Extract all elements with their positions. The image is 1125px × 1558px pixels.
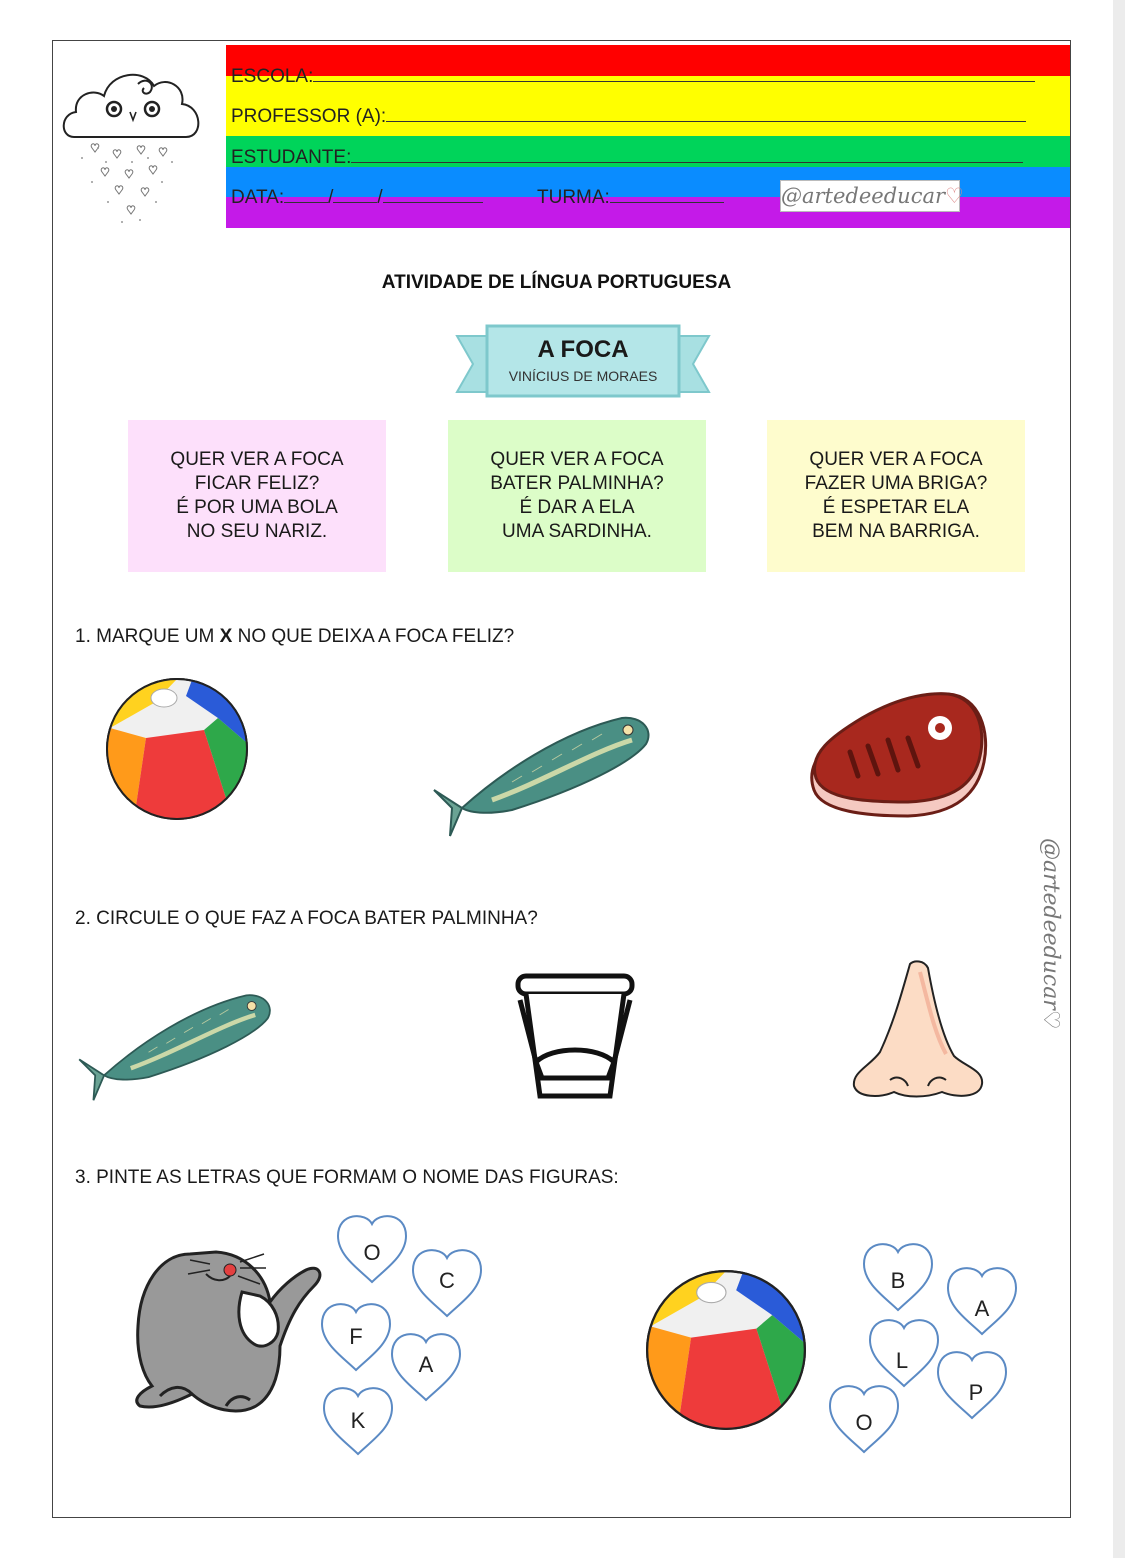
escola-label: ESCOLA:: [231, 66, 314, 87]
heart-letter-text: L: [895, 1348, 909, 1373]
question-3: 3. PINTE AS LETRAS QUE FORMAM O NOME DAS FIGURAS:: [75, 1167, 619, 1188]
verse-line: UMA SARDINHA.: [502, 521, 652, 542]
verse-line: É ESPETAR ELA: [822, 497, 970, 518]
watermark-text: @artedeeducar: [781, 184, 946, 208]
verse-line: NO SEU NARIZ.: [186, 521, 328, 542]
turma-line: [610, 185, 724, 203]
estudante-field[interactable]: [231, 145, 1023, 169]
verse-line: É DAR A ELA: [519, 497, 635, 518]
letter-hearts-right: [826, 1246, 1022, 1466]
heart-letter-text: K: [350, 1408, 366, 1433]
data-label: DATA:: [231, 187, 285, 208]
verse-line: QUER VER A FOCA: [490, 449, 664, 470]
watermark-box: [780, 180, 964, 212]
verse-line: FICAR FELIZ?: [194, 473, 320, 494]
escola-field[interactable]: [231, 64, 1035, 88]
turma-label: TURMA:: [537, 187, 610, 208]
date-slash: /: [328, 187, 334, 208]
cloud-logo-icon: [62, 62, 207, 227]
sardine-fish-icon[interactable]: [432, 712, 656, 838]
heart-letter-text: C: [439, 1268, 455, 1293]
heart-letter-k[interactable]: [324, 1388, 392, 1454]
beach-ball-icon: [646, 1270, 806, 1430]
side-watermark: [1023, 838, 1063, 1030]
heart-letter-a[interactable]: [392, 1334, 460, 1400]
beach-ball-icon[interactable]: [106, 678, 248, 820]
activity-title: ATIVIDADE DE LÍNGUA PORTUGUESA: [381, 272, 732, 293]
data-field[interactable]: [231, 185, 483, 209]
estudante-line: [351, 145, 1023, 163]
nose-icon[interactable]: [850, 962, 986, 1102]
professor-field[interactable]: [231, 104, 1026, 128]
verse-box-1: [128, 420, 386, 572]
verse-line: BEM NA BARRIGA.: [812, 521, 980, 542]
date-slash: /: [377, 187, 383, 208]
verse-line: QUER VER A FOCA: [170, 449, 344, 470]
day-line: [284, 185, 328, 203]
verse-line: QUER VER A FOCA: [809, 449, 983, 470]
steak-icon[interactable]: [808, 692, 988, 818]
letter-hearts-left: [320, 1210, 490, 1460]
bucket-icon[interactable]: [512, 970, 638, 1102]
verse-box-3: [767, 420, 1025, 572]
heart-letter-o[interactable]: [338, 1216, 406, 1282]
heart-letter-text: P: [968, 1380, 984, 1405]
verse-box-2: [448, 420, 706, 572]
heart-letter-text: B: [890, 1268, 906, 1293]
heart-letter-c[interactable]: [413, 1250, 481, 1316]
heart-letter-f[interactable]: [322, 1304, 390, 1370]
professor-label: PROFESSOR (A):: [231, 106, 387, 127]
heart-icon: ♡: [1038, 1009, 1063, 1030]
heart-letter-text: O: [855, 1410, 873, 1435]
heart-letter-a[interactable]: [948, 1268, 1016, 1334]
heart-letter-l[interactable]: [870, 1320, 938, 1386]
heart-letter-text: F: [349, 1324, 363, 1349]
q1-bold: X: [219, 626, 233, 647]
estudante-label: ESTUDANTE:: [231, 147, 352, 168]
question-1: [75, 626, 514, 648]
heart-icon: ♡: [945, 184, 964, 208]
heart-letter-text: A: [974, 1296, 990, 1321]
heart-letter-p[interactable]: [938, 1352, 1006, 1418]
seal-icon: [130, 1246, 326, 1418]
q1-suffix: NO QUE DEIXA A FOCA FELIZ?: [232, 626, 515, 647]
month-line: [333, 185, 377, 203]
q1-prefix: 1. MARQUE UM: [75, 626, 220, 647]
verse-line: É POR UMA BOLA: [176, 497, 338, 518]
question-2: 2. CIRCULE O QUE FAZ A FOCA BATER PALMINHA?: [75, 908, 538, 929]
heart-letter-o[interactable]: [830, 1386, 898, 1452]
heart-letter-b[interactable]: [864, 1244, 932, 1310]
verse-line: FAZER UMA BRIGA?: [804, 473, 988, 494]
poem-title: A FOCA: [537, 336, 629, 363]
escola-line: [313, 64, 1035, 82]
heart-letter-text: A: [418, 1352, 434, 1377]
side-watermark-text: @artedeeducar: [1038, 838, 1063, 1010]
turma-field[interactable]: [537, 185, 724, 209]
heart-letter-text: O: [363, 1240, 381, 1265]
year-line: [383, 185, 483, 203]
verse-line: BATER PALMINHA?: [490, 473, 664, 494]
poem-author: VINÍCIUS DE MORAES: [508, 368, 658, 384]
professor-line: [386, 104, 1026, 122]
sardine-fish-icon[interactable]: [74, 990, 280, 1102]
